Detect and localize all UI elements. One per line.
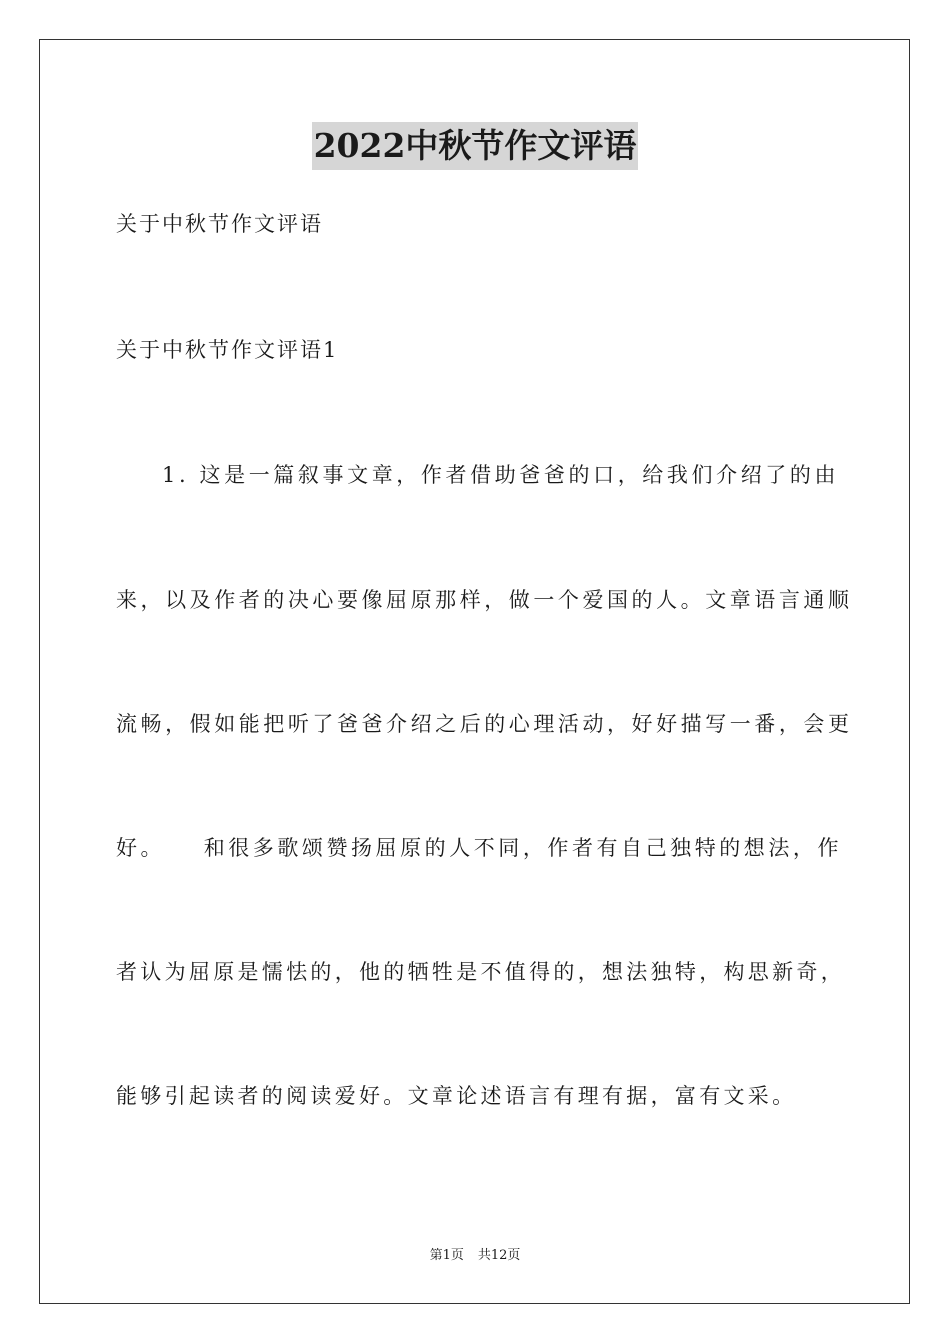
document-subtitle: 关于中秋节作文评语 [116,212,323,236]
page-number: 第1页 [429,1248,464,1263]
body-line-3: 流畅，假如能把听了爸爸介绍之后的心理活动，好好描写一番，会更 [116,712,853,736]
body-line-1: 1. 这是一篇叙事文章，作者借助爸爸的口，给我们介绍了的由 [162,463,840,487]
body-line-5: 者认为屈原是懦怯的，他的牺牲是不值得的，想法独特，构思新奇， [116,960,845,984]
page-footer [0,1247,950,1265]
body-line-4: 好。 和很多歌颂赞扬屈原的人不同，作者有自己独特的想法，作 [116,836,842,860]
body-line-6: 能够引起读者的阅读爱好。文章论述语言有理有据，富有文采。 [116,1084,797,1108]
body-line-2: 来，以及作者的决心要像屈原那样，做一个爱国的人。文章语言通顺 [116,588,853,612]
page-total: 共12页 [477,1248,521,1263]
title-container [0,122,950,170]
section-heading: 关于中秋节作文评语1 [116,338,339,362]
document-title: 2022中秋节作文评语 [312,122,639,170]
